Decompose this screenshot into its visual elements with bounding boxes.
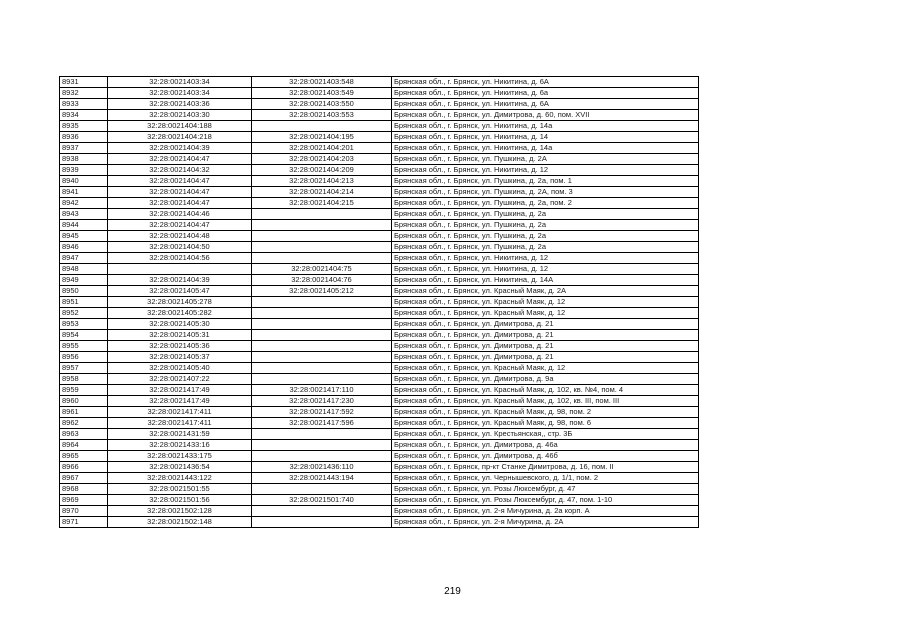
row-number-cell: 8959 (60, 385, 108, 396)
table-row (60, 319, 699, 330)
object-cadastral-number-cell: 32:28:0021403:549 (252, 88, 392, 99)
row-number-cell: 8970 (60, 506, 108, 517)
object-cadastral-number-cell: 32:28:0021404:214 (252, 187, 392, 198)
table-body (60, 77, 699, 528)
table-row (60, 473, 699, 484)
cadastral-number-cell: 32:28:0021403:34 (108, 77, 252, 88)
object-cadastral-number-cell (252, 429, 392, 440)
address-cell: Брянская обл., г. Брянск, ул. Пушкина, д. 2а (392, 220, 699, 231)
object-cadastral-number-cell (252, 440, 392, 451)
object-cadastral-number-cell: 32:28:0021501:740 (252, 495, 392, 506)
row-number-cell: 8932 (60, 88, 108, 99)
table-row (60, 484, 699, 495)
cadastral-number-cell: 32:28:0021502:148 (108, 517, 252, 528)
address-cell: Брянская обл., г. Брянск, ул. Розы Люксембург, д. 47 (392, 484, 699, 495)
address-cell: Брянская обл., г. Брянск, ул. Димитрова, д. 21 (392, 319, 699, 330)
cadastral-number-cell: 32:28:0021404:50 (108, 242, 252, 253)
row-number-cell: 8949 (60, 275, 108, 286)
table-row (60, 88, 699, 99)
cadastral-number-cell: 32:28:0021404:46 (108, 209, 252, 220)
cadastral-number-cell: 32:28:0021405:47 (108, 286, 252, 297)
object-cadastral-number-cell (252, 308, 392, 319)
row-number-cell: 8931 (60, 77, 108, 88)
table-row (60, 341, 699, 352)
address-cell: Брянская обл., г. Брянск, ул. Никитина, д. 14А (392, 275, 699, 286)
cadastral-number-cell: 32:28:0021404:39 (108, 275, 252, 286)
address-cell: Брянская обл., г. Брянск, ул. Пушкина, д. 2а (392, 209, 699, 220)
address-cell: Брянская обл., г. Брянск, ул. Красный Маяк, д. 12 (392, 297, 699, 308)
address-cell: Брянская обл., г. Брянск, ул. Никитина, д. 6а (392, 88, 699, 99)
object-cadastral-number-cell: 32:28:0021404:209 (252, 165, 392, 176)
cadastral-number-cell: 32:28:0021417:49 (108, 385, 252, 396)
table-row (60, 374, 699, 385)
row-number-cell: 8938 (60, 154, 108, 165)
table-row (60, 440, 699, 451)
object-cadastral-number-cell: 32:28:0021417:110 (252, 385, 392, 396)
cadastral-number-cell: 32:28:0021404:47 (108, 154, 252, 165)
row-number-cell: 8933 (60, 99, 108, 110)
object-cadastral-number-cell: 32:28:0021417:230 (252, 396, 392, 407)
object-cadastral-number-cell (252, 121, 392, 132)
table-row (60, 517, 699, 528)
address-cell: Брянская обл., г. Брянск, ул. Никитина, д. 12 (392, 165, 699, 176)
row-number-cell: 8966 (60, 462, 108, 473)
address-cell: Брянская обл., г. Брянск, ул. Красный Маяк, д. 98, пом. 6 (392, 418, 699, 429)
object-cadastral-number-cell (252, 297, 392, 308)
row-number-cell: 8962 (60, 418, 108, 429)
row-number-cell: 8961 (60, 407, 108, 418)
address-cell: Брянская обл., г. Брянск, ул. Чернышевского, д. 1/1, пом. 2 (392, 473, 699, 484)
row-number-cell: 8963 (60, 429, 108, 440)
address-cell: Брянская обл., г. Брянск, ул. Никитина, д. 14а (392, 121, 699, 132)
cadastral-number-cell: 32:28:0021443:122 (108, 473, 252, 484)
address-cell: Брянская обл., г. Брянск, ул. Красный Маяк, д. 12 (392, 308, 699, 319)
cadastral-number-cell: 32:28:0021405:31 (108, 330, 252, 341)
address-cell: Брянская обл., г. Брянск, ул. Розы Люксембург, д. 47, пом. 1-10 (392, 495, 699, 506)
row-number-cell: 8955 (60, 341, 108, 352)
address-cell: Брянская обл., г. Брянск, ул. Димитрова, д. 46б (392, 451, 699, 462)
row-number-cell: 8960 (60, 396, 108, 407)
object-cadastral-number-cell: 32:28:0021404:213 (252, 176, 392, 187)
row-number-cell: 8935 (60, 121, 108, 132)
table-row (60, 220, 699, 231)
cadastral-number-cell: 32:28:0021404:218 (108, 132, 252, 143)
table-row (60, 143, 699, 154)
cadastral-number-cell: 32:28:0021404:32 (108, 165, 252, 176)
row-number-cell: 8953 (60, 319, 108, 330)
object-cadastral-number-cell: 32:28:0021404:195 (252, 132, 392, 143)
cadastral-number-cell: 32:28:0021403:30 (108, 110, 252, 121)
table-row (60, 385, 699, 396)
cadastral-number-cell: 32:28:0021502:128 (108, 506, 252, 517)
table-row (60, 264, 699, 275)
address-cell: Брянская обл., г. Брянск, ул. 2-я Мичурина, д. 2А (392, 517, 699, 528)
address-cell: Брянская обл., г. Брянск, ул. Пушкина, д. 2а, пом. 2 (392, 198, 699, 209)
object-cadastral-number-cell: 32:28:0021403:553 (252, 110, 392, 121)
row-number-cell: 8940 (60, 176, 108, 187)
cadastral-number-cell: 32:28:0021405:36 (108, 341, 252, 352)
address-cell: Брянская обл., г. Брянск, ул. Красный Маяк, д. 2А (392, 286, 699, 297)
table-row (60, 77, 699, 88)
address-cell: Брянская обл., г. Брянск, пр-кт Станке Димитрова, д. 16, пом. II (392, 462, 699, 473)
cadastral-number-cell: 32:28:0021404:48 (108, 231, 252, 242)
table-row (60, 297, 699, 308)
object-cadastral-number-cell: 32:28:0021417:592 (252, 407, 392, 418)
table-row (60, 429, 699, 440)
object-cadastral-number-cell (252, 319, 392, 330)
row-number-cell: 8971 (60, 517, 108, 528)
object-cadastral-number-cell (252, 352, 392, 363)
row-number-cell: 8941 (60, 187, 108, 198)
address-cell: Брянская обл., г. Брянск, ул. Никитина, д. 14 (392, 132, 699, 143)
table-row (60, 187, 699, 198)
table-row (60, 363, 699, 374)
object-cadastral-number-cell: 32:28:0021404:201 (252, 143, 392, 154)
row-number-cell: 8934 (60, 110, 108, 121)
table-row (60, 418, 699, 429)
row-number-cell: 8946 (60, 242, 108, 253)
row-number-cell: 8944 (60, 220, 108, 231)
cadastral-number-cell: 32:28:0021404:47 (108, 176, 252, 187)
object-cadastral-number-cell (252, 506, 392, 517)
table-row (60, 451, 699, 462)
object-cadastral-number-cell: 32:28:0021404:215 (252, 198, 392, 209)
cadastral-number-cell: 32:28:0021404:47 (108, 220, 252, 231)
row-number-cell: 8950 (60, 286, 108, 297)
address-cell: Брянская обл., г. Брянск, ул. Димитрова, д. 9а (392, 374, 699, 385)
cadastral-number-cell: 32:28:0021405:30 (108, 319, 252, 330)
cadastral-number-cell: 32:28:0021501:56 (108, 495, 252, 506)
address-cell: Брянская обл., г. Брянск, ул. Красный Маяк, д. 102, кв. №4, пом. 4 (392, 385, 699, 396)
cadastral-number-cell: 32:28:0021403:36 (108, 99, 252, 110)
cadastral-number-cell: 32:28:0021431:59 (108, 429, 252, 440)
row-number-cell: 8954 (60, 330, 108, 341)
object-cadastral-number-cell (252, 374, 392, 385)
address-cell: Брянская обл., г. Брянск, ул. Пушкина, д. 2А, пом. 3 (392, 187, 699, 198)
object-cadastral-number-cell (252, 341, 392, 352)
address-cell: Брянская обл., г. Брянск, ул. Красный Маяк, д. 98, пом. 2 (392, 407, 699, 418)
cadastral-number-cell: 32:28:0021404:188 (108, 121, 252, 132)
cadastral-number-cell: 32:28:0021407:22 (108, 374, 252, 385)
object-cadastral-number-cell (252, 484, 392, 495)
table-row (60, 253, 699, 264)
address-cell: Брянская обл., г. Брянск, ул. Димитрова, д. 60, пом. XVII (392, 110, 699, 121)
object-cadastral-number-cell: 32:28:0021403:550 (252, 99, 392, 110)
table-row (60, 176, 699, 187)
cadastral-number-cell: 32:28:0021417:49 (108, 396, 252, 407)
address-cell: Брянская обл., г. Брянск, ул. Димитрова, д. 21 (392, 341, 699, 352)
object-cadastral-number-cell (252, 253, 392, 264)
table-row (60, 110, 699, 121)
cadastral-number-cell: 32:28:0021405:37 (108, 352, 252, 363)
row-number-cell: 8967 (60, 473, 108, 484)
table-row (60, 209, 699, 220)
table-row (60, 495, 699, 506)
address-cell: Брянская обл., г. Брянск, ул. Димитрова, д. 21 (392, 352, 699, 363)
address-cell: Брянская обл., г. Брянск, ул. Никитина, д. 14а (392, 143, 699, 154)
cadastral-number-cell: 32:28:0021404:47 (108, 187, 252, 198)
row-number-cell: 8956 (60, 352, 108, 363)
table-row (60, 198, 699, 209)
object-cadastral-number-cell (252, 209, 392, 220)
table-row (60, 132, 699, 143)
address-cell: Брянская обл., г. Брянск, ул. Красный Маяк, д. 12 (392, 363, 699, 374)
object-cadastral-number-cell (252, 363, 392, 374)
object-cadastral-number-cell (252, 242, 392, 253)
table-row (60, 462, 699, 473)
object-cadastral-number-cell: 32:28:0021436:110 (252, 462, 392, 473)
cadastral-number-cell (108, 264, 252, 275)
object-cadastral-number-cell: 32:28:0021417:596 (252, 418, 392, 429)
row-number-cell: 8945 (60, 231, 108, 242)
object-cadastral-number-cell: 32:28:0021404:75 (252, 264, 392, 275)
address-cell: Брянская обл., г. Брянск, ул. Пушкина, д. 2а, пом. 1 (392, 176, 699, 187)
cadastral-number-cell: 32:28:0021417:411 (108, 418, 252, 429)
table-row (60, 242, 699, 253)
table-row (60, 121, 699, 132)
row-number-cell: 8936 (60, 132, 108, 143)
address-cell: Брянская обл., г. Брянск, ул. Никитина, д. 12 (392, 264, 699, 275)
cadastral-number-cell: 32:28:0021417:411 (108, 407, 252, 418)
cadastral-number-cell: 32:28:0021404:39 (108, 143, 252, 154)
address-cell: Брянская обл., г. Брянск, ул. Пушкина, д. 2а (392, 242, 699, 253)
object-cadastral-number-cell (252, 451, 392, 462)
row-number-cell: 8952 (60, 308, 108, 319)
cadastral-number-cell: 32:28:0021405:278 (108, 297, 252, 308)
address-cell: Брянская обл., г. Брянск, ул. Пушкина, д. 2а (392, 231, 699, 242)
row-number-cell: 8943 (60, 209, 108, 220)
property-register-table (59, 76, 699, 528)
table-row (60, 407, 699, 418)
cadastral-number-cell: 32:28:0021436:54 (108, 462, 252, 473)
row-number-cell: 8957 (60, 363, 108, 374)
row-number-cell: 8964 (60, 440, 108, 451)
object-cadastral-number-cell: 32:28:0021404:76 (252, 275, 392, 286)
table-row (60, 506, 699, 517)
object-cadastral-number-cell (252, 231, 392, 242)
cadastral-number-cell: 32:28:0021404:56 (108, 253, 252, 264)
row-number-cell: 8948 (60, 264, 108, 275)
table-row (60, 99, 699, 110)
table-row (60, 352, 699, 363)
cadastral-number-cell: 32:28:0021403:34 (108, 88, 252, 99)
table-row (60, 275, 699, 286)
address-cell: Брянская обл., г. Брянск, ул. Димитрова, д. 21 (392, 330, 699, 341)
object-cadastral-number-cell (252, 517, 392, 528)
address-cell: Брянская обл., г. Брянск, ул. Никитина, д. 12 (392, 253, 699, 264)
cadastral-number-cell: 32:28:0021405:282 (108, 308, 252, 319)
address-cell: Брянская обл., г. Брянск, ул. Красный Маяк, д. 102, кв. III, пом. III (392, 396, 699, 407)
object-cadastral-number-cell (252, 220, 392, 231)
object-cadastral-number-cell: 32:28:0021403:548 (252, 77, 392, 88)
row-number-cell: 8965 (60, 451, 108, 462)
object-cadastral-number-cell: 32:28:0021443:194 (252, 473, 392, 484)
address-cell: Брянская обл., г. Брянск, ул. Крестьянская,, стр. 3Б (392, 429, 699, 440)
row-number-cell: 8969 (60, 495, 108, 506)
cadastral-number-cell: 32:28:0021405:40 (108, 363, 252, 374)
table-row (60, 286, 699, 297)
table-row (60, 308, 699, 319)
page-number: 219 (444, 586, 461, 597)
row-number-cell: 8951 (60, 297, 108, 308)
cadastral-number-cell: 32:28:0021433:175 (108, 451, 252, 462)
table-row (60, 330, 699, 341)
address-cell: Брянская обл., г. Брянск, ул. Пушкина, д. 2А (392, 154, 699, 165)
address-cell: Брянская обл., г. Брянск, ул. Никитина, д. 6А (392, 77, 699, 88)
row-number-cell: 8947 (60, 253, 108, 264)
address-cell: Брянская обл., г. Брянск, ул. Димитрова, д. 46а (392, 440, 699, 451)
address-cell: Брянская обл., г. Брянск, ул. Никитина, д. 6А (392, 99, 699, 110)
cadastral-number-cell: 32:28:0021404:47 (108, 198, 252, 209)
object-cadastral-number-cell (252, 330, 392, 341)
table-row (60, 154, 699, 165)
table-row (60, 231, 699, 242)
row-number-cell: 8937 (60, 143, 108, 154)
row-number-cell: 8942 (60, 198, 108, 209)
cadastral-number-cell: 32:28:0021433:16 (108, 440, 252, 451)
object-cadastral-number-cell: 32:28:0021404:203 (252, 154, 392, 165)
cadastral-number-cell: 32:28:0021501:55 (108, 484, 252, 495)
table-row (60, 165, 699, 176)
table-row (60, 396, 699, 407)
address-cell: Брянская обл., г. Брянск, ул. 2-я Мичурина, д. 2а корп. А (392, 506, 699, 517)
row-number-cell: 8968 (60, 484, 108, 495)
row-number-cell: 8939 (60, 165, 108, 176)
object-cadastral-number-cell: 32:28:0021405:212 (252, 286, 392, 297)
row-number-cell: 8958 (60, 374, 108, 385)
